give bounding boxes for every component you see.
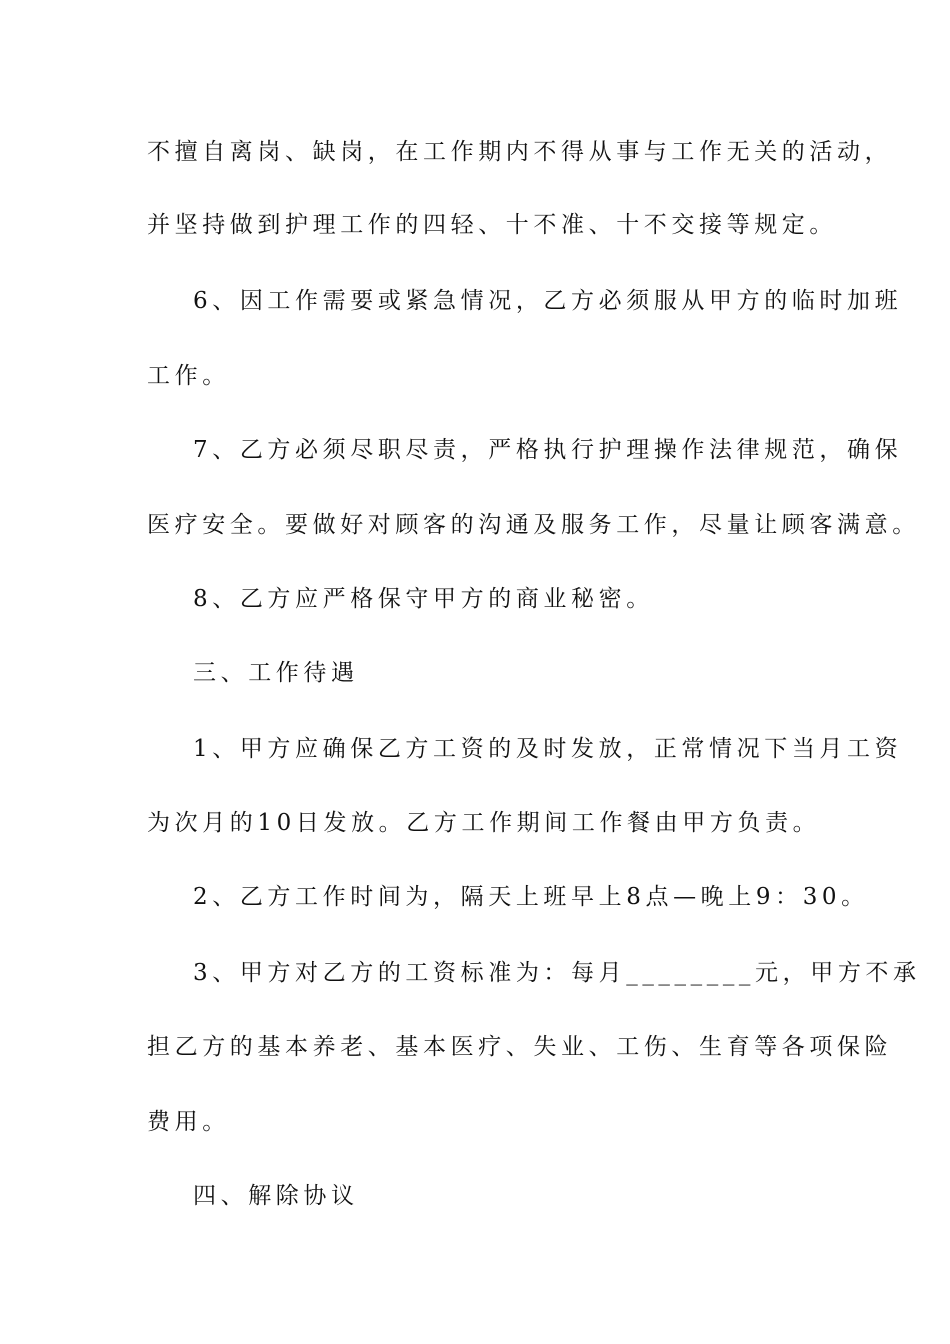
clause-6-line: 6、因工作需要或紧急情况，乙方必须服从甲方的临时加班 [193,288,903,314]
paragraph-line: 工作。 [147,363,230,389]
paragraph-line: 不擅自离岗、缺岗，在工作期内不得从事与工作无关的活动， [147,139,893,165]
paragraph-line: 并坚持做到护理工作的四轻、十不准、十不交接等规定。 [147,212,837,238]
section-heading-termination: 四、解除协议 [193,1183,359,1209]
clause-3-line: 3、甲方对乙方的工资标准为：每月________元，甲方不承 [193,960,921,986]
paragraph-line: 担乙方的基本养老、基本医疗、失业、工伤、生育等各项保险 [147,1034,893,1060]
clause-1-line: 1、甲方应确保乙方工资的及时发放，正常情况下当月工资 [193,736,903,762]
paragraph-line: 费用。 [147,1109,230,1135]
paragraph-line: 为次月的10日发放。乙方工作期间工作餐由甲方负责。 [147,810,821,836]
clause-2-line: 2、乙方工作时间为，隔天上班早上8点—晚上9：30。 [193,884,869,910]
clause-7-line: 7、乙方必须尽职尽责，严格执行护理操作法律规范，确保 [193,437,903,463]
clause-8-line: 8、乙方应严格保守甲方的商业秘密。 [193,586,654,612]
section-heading-work-treatment: 三、工作待遇 [193,660,359,686]
paragraph-line: 医疗安全。要做好对顾客的沟通及服务工作，尽量让顾客满意。 [147,512,920,538]
